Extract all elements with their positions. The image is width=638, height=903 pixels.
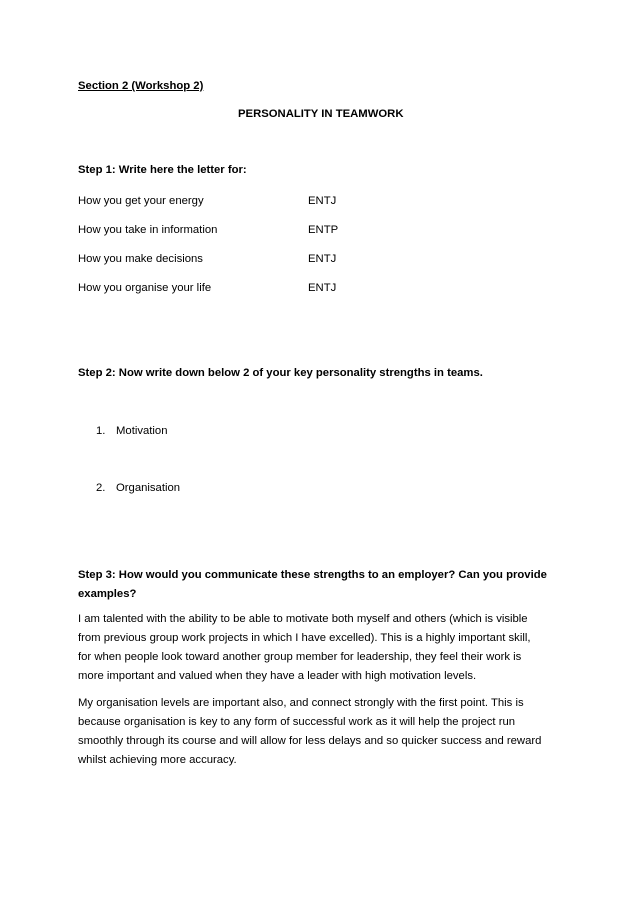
step1-row-value: ENTJ [308,253,337,265]
paragraph-line: because organisation is key to any form of successful work as it will help the project run [78,716,516,728]
step3-heading [78,566,568,604]
step1-row-label: How you organise your life [78,282,212,294]
step3-heading-line: Step 3: How would you communicate these strengths to an employer? Can you provide [78,569,547,581]
step1-row-value: ENTJ [308,195,337,207]
list-item-number: 2. [96,482,106,494]
step3-heading-line: examples? [78,588,137,600]
list-item-text: Organisation [116,482,181,494]
paragraph-organisation [78,694,568,770]
paragraph-line: whilst achieving more accuracy. [78,754,237,766]
section-heading: Section 2 (Workshop 2) [78,80,204,92]
step1-row-label: How you take in information [78,224,218,236]
step1-row-label: How you get your energy [78,195,204,207]
step2-heading: Step 2: Now write down below 2 of your key personality strengths in teams. [78,367,483,379]
paragraph-line: My organisation levels are important also, and connect strongly with the first point. This is [78,697,524,709]
list-item-text: Motivation [116,425,168,437]
list-item-number: 1. [96,425,106,437]
step1-row-value: ENTJ [308,282,337,294]
paragraph-line: for when people look toward another group member for leadership, they feel their work is [78,651,522,663]
step1-row-value: ENTP [308,224,339,236]
step1-heading: Step 1: Write here the letter for: [78,164,247,176]
paragraph-line: smoothly through its course and will allow for less delays and so quicker success and reward [78,735,542,747]
document-title: PERSONALITY IN TEAMWORK [238,108,404,120]
paragraph-motivation [78,610,568,686]
paragraph-line: from previous group work projects in which I have excelled). This is a highly important skill, [78,632,531,644]
step1-row-label: How you make decisions [78,253,203,265]
paragraph-line: I am talented with the ability to be able to motivate both myself and others (which is visible [78,613,528,625]
paragraph-line: more important and valued when they have a leader with high motivation levels. [78,670,477,682]
